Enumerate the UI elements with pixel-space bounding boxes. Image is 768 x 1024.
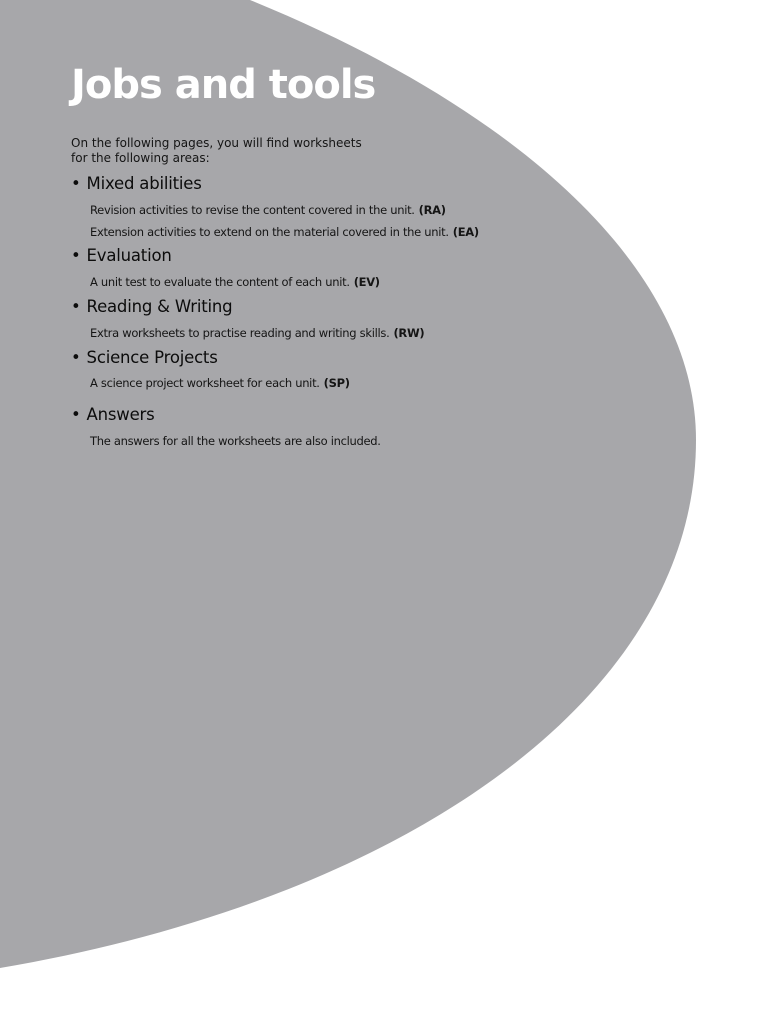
bullet-icon: • (71, 246, 81, 265)
section-item-code: (RW) (393, 326, 425, 340)
bullet-icon: • (71, 405, 81, 424)
section-heading-label: Evaluation (86, 246, 172, 265)
intro-line: for the following areas: (71, 151, 210, 165)
bullet-icon: • (71, 348, 81, 367)
section-item-text: The answers for all the worksheets are also included. (90, 434, 381, 448)
section-heading-evaluation (71, 246, 172, 265)
section-heading-reading-writing (71, 297, 232, 316)
section-item (90, 275, 380, 289)
page-title: Jobs and tools (71, 62, 376, 108)
section-heading-label: Reading & Writing (86, 297, 233, 316)
bullet-icon: • (71, 174, 81, 193)
section-item-text: Extension activities to extend on the material covered in the unit. (90, 225, 449, 239)
intro-text (71, 136, 362, 166)
section-item-text: Extra worksheets to practise reading and writing skills. (90, 326, 390, 340)
section-item-code: (EA) (452, 225, 479, 239)
section-item (90, 203, 446, 217)
intro-line: On the following pages, you will find worksheets (71, 136, 362, 150)
section-item-code: (RA) (418, 203, 446, 217)
section-heading-label: Mixed abilities (86, 174, 202, 193)
section-heading-mixed-abilities (71, 174, 202, 193)
section-heading-label: Answers (86, 405, 155, 424)
section-heading-label: Science Projects (86, 348, 218, 367)
section-item-code: (EV) (353, 275, 380, 289)
section-item (90, 434, 381, 448)
section-heading-science-projects (71, 348, 218, 367)
section-item-text: Revision activities to revise the content covered in the unit. (90, 203, 415, 217)
section-heading-answers (71, 405, 155, 424)
section-item (90, 225, 479, 239)
section-item-text: A unit test to evaluate the content of each unit. (90, 275, 350, 289)
section-item-code: (SP) (323, 376, 350, 390)
bullet-icon: • (71, 297, 81, 316)
section-item (90, 326, 424, 340)
section-item (90, 376, 350, 390)
section-item-text: A science project worksheet for each unit. (90, 376, 320, 390)
